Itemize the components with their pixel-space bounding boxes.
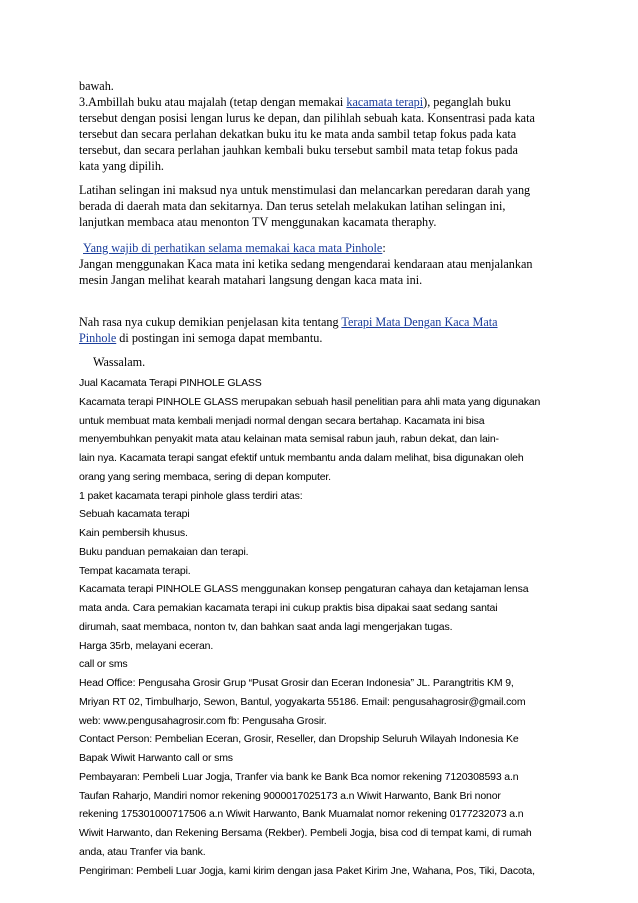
text-line: 1 paket kacamata terapi pinhole glass terdiri atas: [79, 489, 303, 502]
text-line: Bapak Wiwit Harwanto call or sms [79, 752, 233, 764]
link-pinhole-2[interactable]: Pinhole [79, 331, 117, 345]
text-line [79, 240, 549, 256]
text-line: bawah. [79, 79, 114, 93]
text-line: call or sms [79, 658, 128, 671]
text-line: Tempat kacamata terapi. [79, 564, 191, 577]
text-line: Harga 35rb, melayani eceran. [79, 639, 214, 652]
text-line: untuk membuat mata kembali menjadi normal dengan secara bertahap. Kacamata ini bisa [79, 414, 485, 427]
text-span: : [382, 241, 386, 255]
text-line: lanjutkan membaca atau menonton TV menggunakan kacamata theraphy. [79, 215, 437, 229]
text-line: Kain pembersih khusus. [79, 527, 188, 539]
paragraph-perhatian [79, 240, 549, 288]
text-line: web: www.pengusahagrosir.com fb: Pengusaha Grosir. [79, 714, 327, 727]
text-line: Head Office: Pengusaha Grosir Grup “Pusat Grosir dan Eceran Indonesia” JL. Parangtritis KM 9, [79, 677, 514, 689]
text-line: kata yang dipilih. [79, 159, 164, 173]
text-span: 3.Ambillah buku atau majalah (tetap dengan memakai [79, 95, 347, 109]
text-line [79, 330, 549, 346]
link-terapi-mata[interactable]: Terapi Mata Dengan Kaca Mata [341, 315, 498, 329]
text-line [79, 94, 549, 110]
text-line: Wassalam. [93, 355, 146, 369]
text-line: mata anda. Cara pemakian kacamata terapi ini cukup praktis bisa dipakai saat sedang santai [79, 602, 498, 614]
paragraph-penutup [79, 314, 549, 370]
text-line: Mriyan RT 02, Timbulharjo, Sewon, Bantul, yogyakarta 55186. Email: pengusahagrosir@gmail.com [79, 695, 526, 708]
product-description-block [79, 374, 559, 880]
text-line: dirumah, saat membaca, nonton tv, dan bahkan saat anda lagi mengerjakan tugas. [79, 620, 453, 633]
text-line: Taufan Raharjo, Mandiri nomor rekening 9000017025173 a.n Wiwit Harwanto, Bank Bri nonor [79, 789, 501, 802]
text-line [79, 314, 549, 330]
text-line: rekening 175301000717506 a.n Wiwit Harwanto, Bank Muamalat nomor rekening 0177232073 a.n [79, 808, 524, 821]
text-span: Nah rasa nya cukup demikian penjelasan kita tentang [79, 315, 342, 329]
text-line: Pembayaran: Pembeli Luar Jogja, Tranfer via bank ke Bank Bca nomor rekening 7120308593 a.n [79, 770, 519, 783]
text-line: Jangan menggunakan Kaca mata ini ketika sedang mengendarai kendaraan atau menjalankan [79, 257, 533, 271]
text-line: tersebut dengan posisi lengan lurus ke depan, dan pilihlah sebuah kata. Konsentrasi pada kata [79, 111, 535, 125]
text-line: tersebut, dan secara perlahan jauhkan kembali buku tersebut sambil mata tetap fokus pada [79, 143, 518, 157]
text-line: Kacamata terapi PINHOLE GLASS menggunakan konsep pengaturan cahaya dan ketajaman lensa [79, 583, 529, 596]
text-line: Latihan selingan ini maksud nya untuk menstimulasi dan melancarkan peredaran darah yang [79, 183, 531, 197]
text-line: tersebut dan secara perlahan dekatkan buku itu ke mata anda sambil tetap fokus pada kata [79, 127, 517, 141]
text-line: menyembuhkan penyakit mata atau kelainan mata semisal rabun jauh, rabun dekat, dan lain- [79, 433, 499, 446]
text-line: Kacamata terapi PINHOLE GLASS merupakan sebuah hasil penelitian para ahli mata yang digunakan [79, 395, 541, 408]
text-line: Sebuah kacamata terapi [79, 508, 190, 521]
text-span: ), peganglah buku [423, 95, 511, 109]
text-line: berada di daerah mata dan sekitarnya. Dan terus setelah melakukan latihan selingan ini, [79, 199, 506, 213]
paragraph-exercise-step [79, 78, 549, 174]
link-pinhole[interactable]: Pinhole [345, 241, 383, 255]
text-line: Buku panduan pemakaian dan terapi. [79, 545, 249, 558]
link-kacamata-terapi[interactable]: kacamata terapi [346, 95, 424, 109]
text-line: orang yang sering membaca, sering di depan komputer. [79, 470, 331, 483]
text-line: mesin Jangan melihat kearah matahari langsung dengan kaca mata ini. [79, 273, 423, 287]
text-line: Contact Person: Pembelian Eceran, Grosir, Reseller, dan Dropship Seluruh Wilayah Indonesia Ke [79, 733, 519, 746]
text-span: di postingan ini semoga dapat membantu. [116, 331, 323, 345]
text-line: Wiwit Harwanto, dan Rekening Bersama (Rekber). Pembeli Jogja, bisa cod di tempat kami, di rumah [79, 827, 532, 839]
text-line: Jual Kacamata Terapi PINHOLE GLASS [79, 377, 262, 389]
text-line: anda, atau Tranfer via bank. [79, 845, 206, 858]
link-pinhole-heading-text[interactable]: Yang wajib di perhatikan selama memakai kaca mata [83, 241, 346, 255]
paragraph-latihan-selingan [79, 182, 549, 230]
text-line: Pengiriman: Pembeli Luar Jogja, kami kirim dengan jasa Paket Kirim Jne, Wahana, Pos, Tiki, Dacota, [79, 864, 535, 877]
text-line: lain nya. Kacamata terapi sangat efektif untuk membantu anda dalam melihat, bisa digunakan oleh [79, 452, 524, 464]
